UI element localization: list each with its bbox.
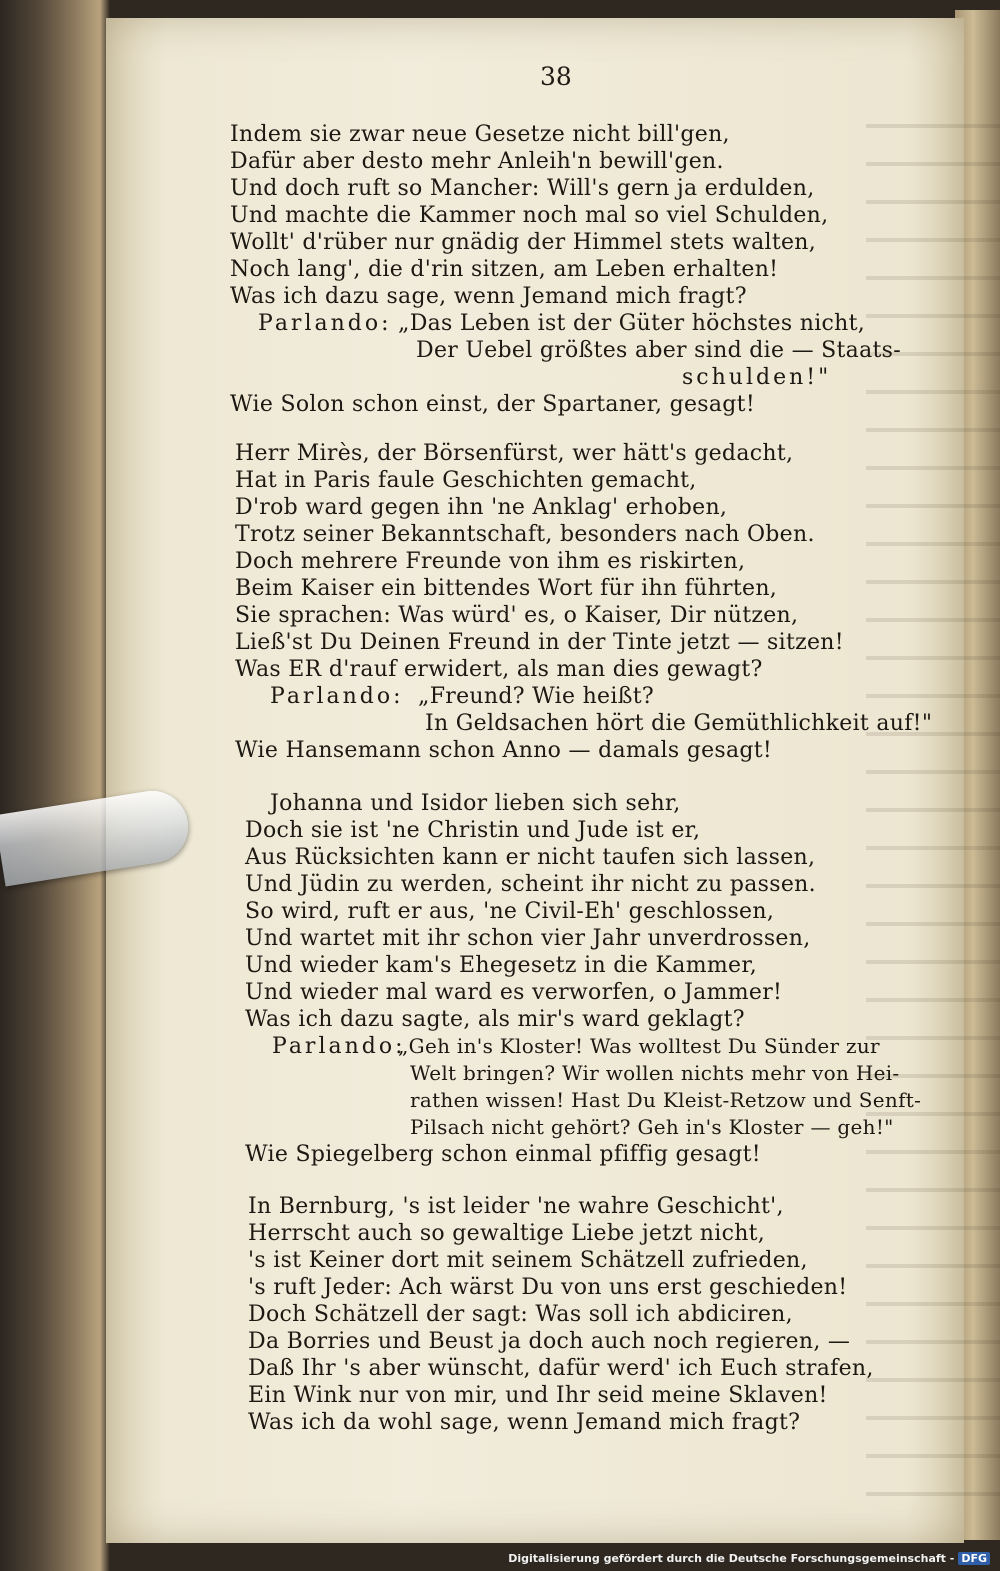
verse-line: Doch Schätzell der sagt: Was soll ich abdiciren, <box>248 1302 793 1327</box>
page-number: 38 <box>540 62 572 91</box>
verse-line: Herr Mirès, der Börsenfürst, wer hätt's gedacht, <box>235 441 794 466</box>
verse-line: Daß Ihr 's aber wünscht, dafür werd' ich Euch strafen, <box>248 1356 874 1381</box>
verse-line: Hat in Paris faule Geschichten gemacht, <box>235 468 697 493</box>
parlando-label: Parlando: <box>270 684 404 709</box>
parlando-line: „Geh in's Kloster! Was wolltest Du Sünder zur <box>398 1034 880 1058</box>
verse-line: Wie Spiegelberg schon einmal pfiffig gesagt! <box>245 1142 761 1167</box>
verse-line: Wollt' d'rüber nur gnädig der Himmel stets walten, <box>230 230 817 255</box>
verse-line: 's ist Keiner dort mit seinem Schätzell zufrieden, <box>248 1248 808 1273</box>
verse-line: Ließ'st Du Deinen Freund in der Tinte jetzt — sitzen! <box>235 630 844 655</box>
parlando-line: Pilsach nicht gehört? Geh in's Kloster — geh!" <box>410 1115 894 1139</box>
bleed-through-text <box>866 118 1000 1518</box>
verse-line: Noch lang', die d'rin sitzen, am Leben erhalten! <box>230 257 779 282</box>
digitization-credit <box>508 1552 990 1565</box>
verse-line: Was ich dazu sagte, als mir's ward geklagt? <box>245 1007 745 1032</box>
verse-line: Was ich da wohl sage, wenn Jemand mich fragt? <box>248 1410 801 1435</box>
parlando-line: „Das Leben ist der Güter höchstes nicht, <box>398 311 866 336</box>
parlando-line: Welt bringen? Wir wollen nichts mehr von Hei- <box>410 1061 900 1085</box>
verse-line: Doch sie ist 'ne Christin und Jude ist er, <box>245 818 701 843</box>
parlando-line: Der Uebel größtes aber sind die — Staats- <box>416 338 901 363</box>
verse-line: Indem sie zwar neue Gesetze nicht bill'gen, <box>230 122 730 147</box>
verse-line: Wie Hansemann schon Anno — damals gesagt! <box>235 738 773 763</box>
verse-line: Herrscht auch so gewaltige Liebe jetzt nicht, <box>248 1221 766 1246</box>
verse-line: Sie sprachen: Was würd' es, o Kaiser, Dir nützen, <box>235 603 799 628</box>
verse-line: Aus Rücksichten kann er nicht taufen sich lassen, <box>245 845 816 870</box>
verse-line: Und doch ruft so Mancher: Will's gern ja erdulden, <box>230 176 815 201</box>
verse-line: Was ich dazu sage, wenn Jemand mich fragt? <box>230 284 747 309</box>
verse-line: In Bernburg, 's ist leider 'ne wahre Geschicht', <box>248 1194 784 1219</box>
verse-line: So wird, ruft er aus, 'ne Civil-Eh' geschlossen, <box>245 899 775 924</box>
verse-line: Und Jüdin zu werden, scheint ihr nicht zu passen. <box>245 872 816 897</box>
dfg-logo: DFG <box>958 1552 990 1565</box>
verse-line: Beim Kaiser ein bittendes Wort für ihn führten, <box>235 576 778 601</box>
parlando-line: In Geldsachen hört die Gemüthlichkeit auf!" <box>425 711 933 736</box>
verse-line: Dafür aber desto mehr Anleih'n bewill'gen. <box>230 149 724 174</box>
parlando-label: Parlando: <box>258 311 392 336</box>
credit-text: Digitalisierung gefördert durch die Deutsche Forschungsgemeinschaft - <box>508 1552 955 1565</box>
verse-line: Da Borries und Beust ja doch auch noch regieren, — <box>248 1329 851 1354</box>
verse-line: Doch mehrere Freunde von ihm es riskirten, <box>235 549 746 574</box>
verse-line: Was ER d'rauf erwidert, als man dies gewagt? <box>235 657 763 682</box>
verse-line: Ein Wink nur von mir, und Ihr seid meine Sklaven! <box>248 1383 828 1408</box>
parlando-line: rathen wissen! Hast Du Kleist-Retzow und Senft- <box>410 1088 922 1112</box>
parlando-line: schulden!" <box>682 365 832 390</box>
verse-line: 's ruft Jeder: Ach wärst Du von uns erst geschieden! <box>248 1275 848 1300</box>
verse-line: Johanna und Isidor lieben sich sehr, <box>270 791 681 816</box>
verse-line: Und wieder mal ward es verworfen, o Jammer! <box>245 980 783 1005</box>
verse-line: Und machte die Kammer noch mal so viel Schulden, <box>230 203 829 228</box>
verse-line: Trotz seiner Bekanntschaft, besonders nach Oben. <box>235 522 815 547</box>
verse-line: Und wieder kam's Ehegesetz in die Kammer, <box>245 953 758 978</box>
verse-line: Und wartet mit ihr schon vier Jahr unverdrossen, <box>245 926 811 951</box>
verse-line: Wie Solon schon einst, der Spartaner, gesagt! <box>230 392 755 417</box>
parlando-line: „Freund? Wie heißt? <box>418 684 654 709</box>
parlando-label: Parlando: <box>272 1034 406 1059</box>
verse-line: D'rob ward gegen ihn 'ne Anklag' erhoben, <box>235 495 728 520</box>
